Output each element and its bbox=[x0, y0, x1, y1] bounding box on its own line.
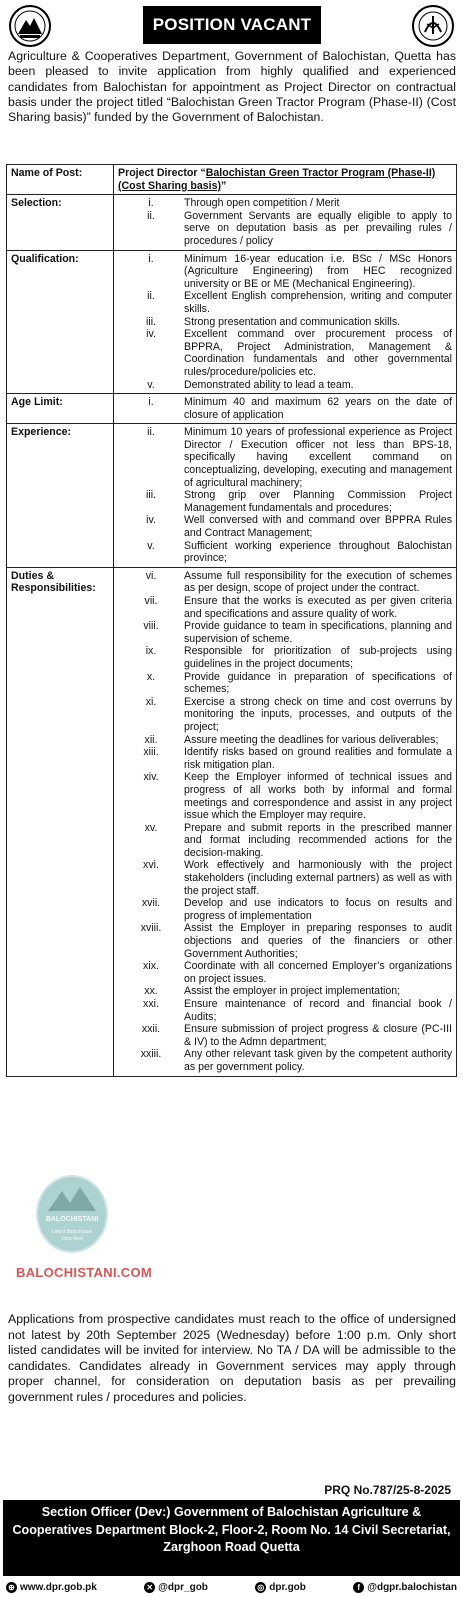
intro-paragraph: Agriculture & Cooperatives Department, Government of Balochistan, Quetta has been pleased to invite application from highly qualified and experienced candidates from Balochistan for appointment as Project Director on contractual basis under the project titled “Balochistan Green Tractor Program (Phase-II) (Cost Sharing basis)” funded by the Government of Balochistan. bbox=[8, 49, 456, 125]
item-text: Identify risks based on ground realities and formulate a risk mitigation plan. bbox=[184, 746, 452, 771]
item-number: ix. bbox=[145, 645, 157, 658]
list-item bbox=[118, 253, 452, 291]
item-text: Assist the employer in project implementation; bbox=[184, 985, 401, 998]
social-link[interactable] bbox=[353, 1582, 457, 1593]
item-number: ii. bbox=[147, 290, 155, 303]
list-item bbox=[118, 570, 452, 595]
item-number: ii. bbox=[147, 209, 155, 222]
watermark-site: BALOCHISTANI.COM bbox=[16, 1265, 152, 1280]
item-text: Work effectively and harmoniously with the project stakeholders (including external partners) as well as with the project staff. bbox=[184, 859, 452, 897]
item-number: xviii. bbox=[140, 922, 162, 935]
social-link[interactable] bbox=[255, 1582, 306, 1593]
watermark-badge-icon bbox=[36, 1175, 108, 1253]
section-label: Age Limit: bbox=[7, 394, 114, 424]
list-item bbox=[118, 1048, 452, 1073]
item-number: iv. bbox=[146, 514, 156, 527]
item-text: Excellent English comprehension, writing and computer skills. bbox=[184, 290, 452, 315]
list-item bbox=[118, 210, 452, 248]
item-text: Excellent command over procurement process of BPPRA, Project Administration, Management & Coordination fundamentals and other governmental rules/procedure/policies etc. bbox=[184, 328, 452, 378]
item-text: Well conversed with and command over BPPRA Rules and Contract Management; bbox=[184, 514, 452, 540]
item-text: Exercise a strong check on time and cost overruns by monitoring the inputs, processes, and outputs of the project; bbox=[184, 695, 452, 733]
social-links-bar bbox=[6, 1579, 457, 1595]
globe-icon: ⊕ bbox=[6, 1582, 17, 1593]
item-number: xv. bbox=[144, 821, 158, 834]
item-text: Sufficient working experience throughout Balochistan province; bbox=[184, 539, 452, 565]
list-item bbox=[118, 328, 452, 378]
list-item bbox=[118, 671, 452, 696]
item-number: xiv. bbox=[143, 771, 159, 784]
list-item bbox=[118, 514, 452, 539]
item-text: Develop and use indicators to focus on results and progress of implementation bbox=[184, 897, 452, 922]
list-item bbox=[118, 771, 452, 821]
item-text: Minimum 10 years of professional experience as Project Director / Execution officer not less than BPS-18, specifically having excellent command on conceptualizing, developing, executing and management of agricultural machinery; bbox=[184, 426, 452, 489]
item-text: Provide guidance in preparation of specifications of schemes; bbox=[184, 670, 452, 696]
item-number: i. bbox=[148, 197, 154, 210]
item-number: vii. bbox=[144, 595, 158, 607]
section-label: Qualification: bbox=[7, 250, 114, 394]
item-text: Government Servants are equally eligible to apply to serve on deputation basis as per prevailing rules / procedures / policy bbox=[184, 209, 452, 247]
item-number: xxii. bbox=[141, 1023, 161, 1036]
watermark-sub1: Latest Balochistan bbox=[51, 1229, 93, 1235]
item-text: Assume full responsibility for the execution of schemes as per design, scope of project under the contract. bbox=[184, 569, 452, 595]
social-link-text: dpr.gob bbox=[269, 1581, 306, 1593]
item-number: iv. bbox=[146, 328, 156, 341]
list-item bbox=[118, 645, 452, 670]
item-text: Through open competition / Merit bbox=[184, 197, 340, 210]
list-item bbox=[118, 197, 452, 210]
item-text: Coordinate with all concerned Employer’s organizations on project issues. bbox=[184, 960, 452, 985]
item-number: v. bbox=[147, 378, 155, 391]
list-item bbox=[118, 696, 452, 734]
table-row bbox=[7, 165, 457, 195]
item-text: Assure meeting the deadlines for various deliverables; bbox=[184, 733, 439, 746]
social-link-text: www.dpr.gob.pk bbox=[20, 1581, 97, 1593]
list-item bbox=[118, 734, 452, 747]
item-text: Ensure submission of project progress & closure (PC-III & IV) to the Admn department; bbox=[184, 1023, 452, 1048]
list-item bbox=[118, 595, 452, 620]
instagram-icon: ◎ bbox=[255, 1582, 266, 1593]
list-item bbox=[118, 620, 452, 645]
item-number: viii. bbox=[143, 620, 159, 633]
twitter-icon: ✕ bbox=[144, 1582, 155, 1593]
item-number: xx. bbox=[144, 985, 158, 998]
list-item bbox=[118, 489, 452, 514]
item-text: Strong presentation and communication skills. bbox=[184, 315, 401, 328]
post-suffix: ” bbox=[221, 179, 227, 192]
section-officer-address: Section Officer (Dev:) Government of Balochistan Agriculture & Cooperatives Department Block-2, Floor-2, Room No. 14 Civil Secretariat, Zarghoon Road Quetta bbox=[3, 1500, 460, 1576]
social-link-text: @dpr_gob bbox=[158, 1581, 208, 1593]
item-text: Minimum 16-year education i.e. BSc / MSc Honors (Agriculture Engineering) from HEC recognized university or BE or ME (Mechanical Engineering). bbox=[184, 252, 452, 290]
item-text: Demonstrated ability to lead a team. bbox=[184, 378, 354, 391]
list-item bbox=[118, 379, 452, 392]
item-text: Prepare and submit reports in the prescribed manner and format including recommended actions for the decision-making. bbox=[184, 821, 452, 859]
item-number: xix. bbox=[143, 960, 159, 973]
item-text: Ensure maintenance of record and financial book / Audits; bbox=[184, 998, 452, 1023]
list-item bbox=[118, 960, 452, 985]
item-number: ii. bbox=[147, 426, 155, 439]
item-number: iii. bbox=[145, 315, 156, 328]
watermark-brand: BALOCHISTANI bbox=[45, 1216, 99, 1223]
item-number: xvi. bbox=[143, 859, 159, 872]
item-text: Keep the Employer informed of technical issues and progress of all works both by informal and formal meetings and correspondence and assist in any project issue which the Employer may require. bbox=[184, 771, 452, 822]
post-program-title: Balochistan Green Tractor Program (Phase-II) (Cost Sharing basis) bbox=[118, 167, 436, 192]
application-instructions: Applications from prospective candidates must reach to the office of undersigned not latest by 20th September 2025 (Wednesday) before 1:00 p.m. Only short listed candidates will be invited for interview. No TA / DA will be admissible to the candidates. Candidates already in Government services may apply through proper channel, for consideration on deputation basis as per prevailing government rules / procedures and policies. bbox=[8, 1312, 456, 1404]
position-details-table bbox=[6, 164, 457, 1077]
section-content bbox=[114, 394, 457, 424]
item-number: v. bbox=[147, 539, 155, 552]
item-number: iii. bbox=[145, 489, 156, 502]
social-link[interactable] bbox=[144, 1582, 208, 1593]
watermark-sub2: Jobs Alert bbox=[61, 1236, 83, 1242]
post-prefix: Project Director “ bbox=[118, 167, 206, 179]
list-item bbox=[118, 897, 452, 922]
item-text: Strong grip over Planning Commission Project Management fundamentals and procedures; bbox=[184, 489, 452, 514]
list-item bbox=[118, 540, 452, 565]
item-text: Provide guidance to team in specifications, planning and supervision of scheme. bbox=[184, 620, 452, 645]
item-text: Ensure that the works is executed as per given criteria and specifications and assure quality of work. bbox=[184, 595, 452, 620]
balochistan-emblem-icon bbox=[6, 4, 54, 48]
agriculture-department-logo-icon bbox=[409, 4, 457, 48]
list-item bbox=[118, 998, 452, 1023]
item-number: xi. bbox=[145, 695, 157, 708]
item-number: vi. bbox=[145, 569, 157, 582]
table-row bbox=[7, 424, 457, 568]
list-item bbox=[118, 822, 452, 860]
table-row bbox=[7, 195, 457, 250]
section-label: Experience: bbox=[7, 424, 114, 568]
section-label: Selection: bbox=[7, 195, 114, 250]
list-item bbox=[118, 985, 452, 998]
section-content bbox=[114, 250, 457, 394]
item-number: xvii. bbox=[141, 897, 161, 910]
table-row bbox=[7, 567, 457, 1076]
list-item bbox=[118, 859, 452, 897]
section-content bbox=[114, 424, 457, 568]
item-number: xxiii. bbox=[140, 1048, 162, 1061]
section-label: Duties & Responsibilities: bbox=[7, 567, 114, 1076]
item-number: xiii. bbox=[143, 746, 159, 759]
item-number: xxi. bbox=[143, 998, 159, 1010]
post-name bbox=[114, 165, 457, 195]
social-link-text: @dgpr.balochistan bbox=[367, 1581, 457, 1593]
list-item bbox=[118, 746, 452, 771]
item-number: i. bbox=[148, 252, 154, 265]
list-item bbox=[118, 1023, 452, 1048]
section-content bbox=[114, 567, 457, 1076]
list-item bbox=[118, 290, 452, 315]
item-text: Minimum 40 and maximum 62 years on the date of closure of application bbox=[184, 396, 452, 421]
list-item bbox=[118, 316, 452, 329]
social-link[interactable] bbox=[6, 1582, 97, 1593]
prq-number: PRQ No.787/25-8-2025 bbox=[324, 1483, 451, 1497]
list-item bbox=[118, 426, 452, 489]
item-number: x. bbox=[146, 670, 156, 683]
item-number: i. bbox=[148, 396, 154, 409]
page-title: POSITION VACANT bbox=[143, 6, 321, 44]
list-item bbox=[118, 396, 452, 421]
table-row bbox=[7, 394, 457, 424]
table-row bbox=[7, 250, 457, 394]
section-content bbox=[114, 195, 457, 250]
item-text: Any other relevant task given by the competent authority as per government policy. bbox=[184, 1048, 452, 1073]
item-number: xii. bbox=[144, 733, 158, 746]
item-text: Responsible for prioritization of sub-projects using guidelines in the project documents; bbox=[184, 645, 452, 670]
post-label: Name of Post: bbox=[7, 165, 114, 195]
facebook-icon: f bbox=[353, 1582, 364, 1593]
item-text: Assist the Employer in preparing responses to audit objections and queries of the financiers or other Government Authorities; bbox=[184, 922, 452, 960]
list-item bbox=[118, 922, 452, 960]
